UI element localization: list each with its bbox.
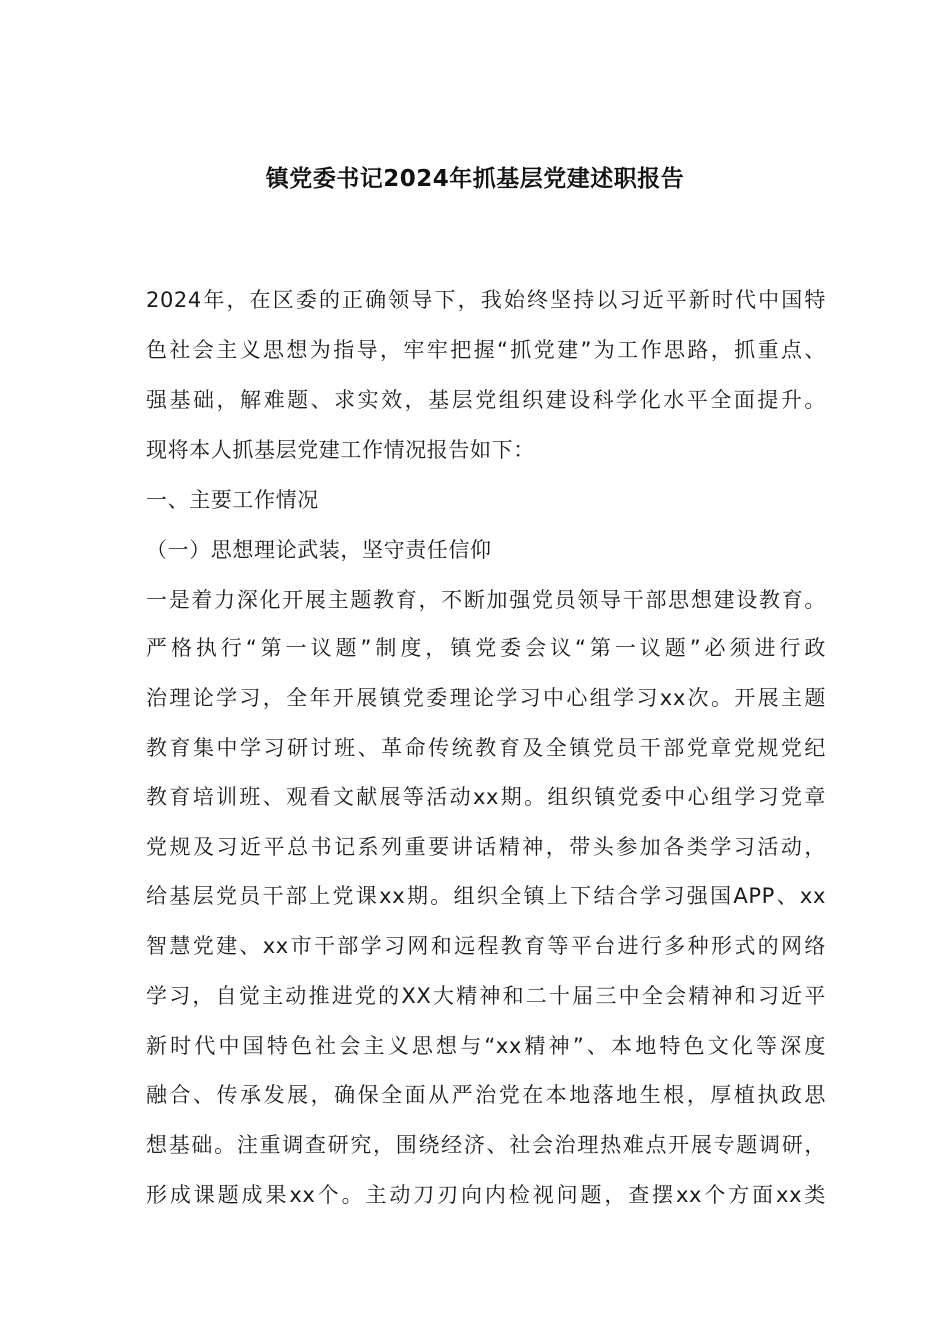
document-title: 镇党委书记2024年抓基层党建述职报告 [265, 166, 685, 192]
body-line: 学习，自觉主动推进党的XX大精神和二十届三中全会精神和习近平 [146, 984, 826, 1008]
section-heading: 一、主要工作情况 [146, 488, 319, 512]
body-line: 新时代中国特色社会主义思想与“xx精神”、本地特色文化等深度 [146, 1034, 826, 1058]
body-line: 治理论学习，全年开展镇党委理论学习中心组学习xx次。开展主题 [146, 686, 826, 710]
body-line: 教育集中学习研讨班、革命传统教育及全镇党员干部党章党规党纪 [146, 736, 826, 760]
body-line: 智慧党建、xx市干部学习网和远程教育等平台进行多种形式的网络 [146, 934, 826, 958]
body-line: 教育培训班、观看文献展等活动xx期。组织镇党委中心组学习党章 [146, 785, 826, 809]
body-line: 强基础，解难题、求实效，基层党组织建设科学化水平全面提升。 [146, 388, 826, 412]
body-line: 严格执行“第一议题”制度，镇党委会议“第一议题”必须进行政 [146, 636, 826, 660]
body-line: 党规及习近平总书记系列重要讲话精神，带头参加各类学习活动， [146, 835, 826, 859]
body-line: 形成课题成果xx个。主动刀刃向内检视问题，查摆xx个方面xx类 [146, 1183, 826, 1207]
body-line: 现将本人抓基层党建工作情况报告如下： [146, 438, 535, 462]
body-line: 给基层党员干部上党课xx期。组织全镇上下结合学习强国APP、xx [146, 884, 826, 908]
body-line: 想基础。注重调查研究，围绕经济、社会治理热难点开展专题调研， [146, 1133, 826, 1157]
body-line: 色社会主义思想为指导，牢牢把握“抓党建”为工作思路，抓重点、 [146, 338, 826, 362]
subsection-heading: （一）思想理论武装，坚守责任信仰 [146, 538, 492, 562]
body-line: 一是着力深化开展主题教育，不断加强党员领导干部思想建设教育。 [146, 588, 826, 612]
body-line: 融合、传承发展，确保全面从严治党在本地落地生根，厚植执政思 [146, 1083, 826, 1107]
body-line: 2024年，在区委的正确领导下，我始终坚持以习近平新时代中国特 [146, 288, 826, 312]
